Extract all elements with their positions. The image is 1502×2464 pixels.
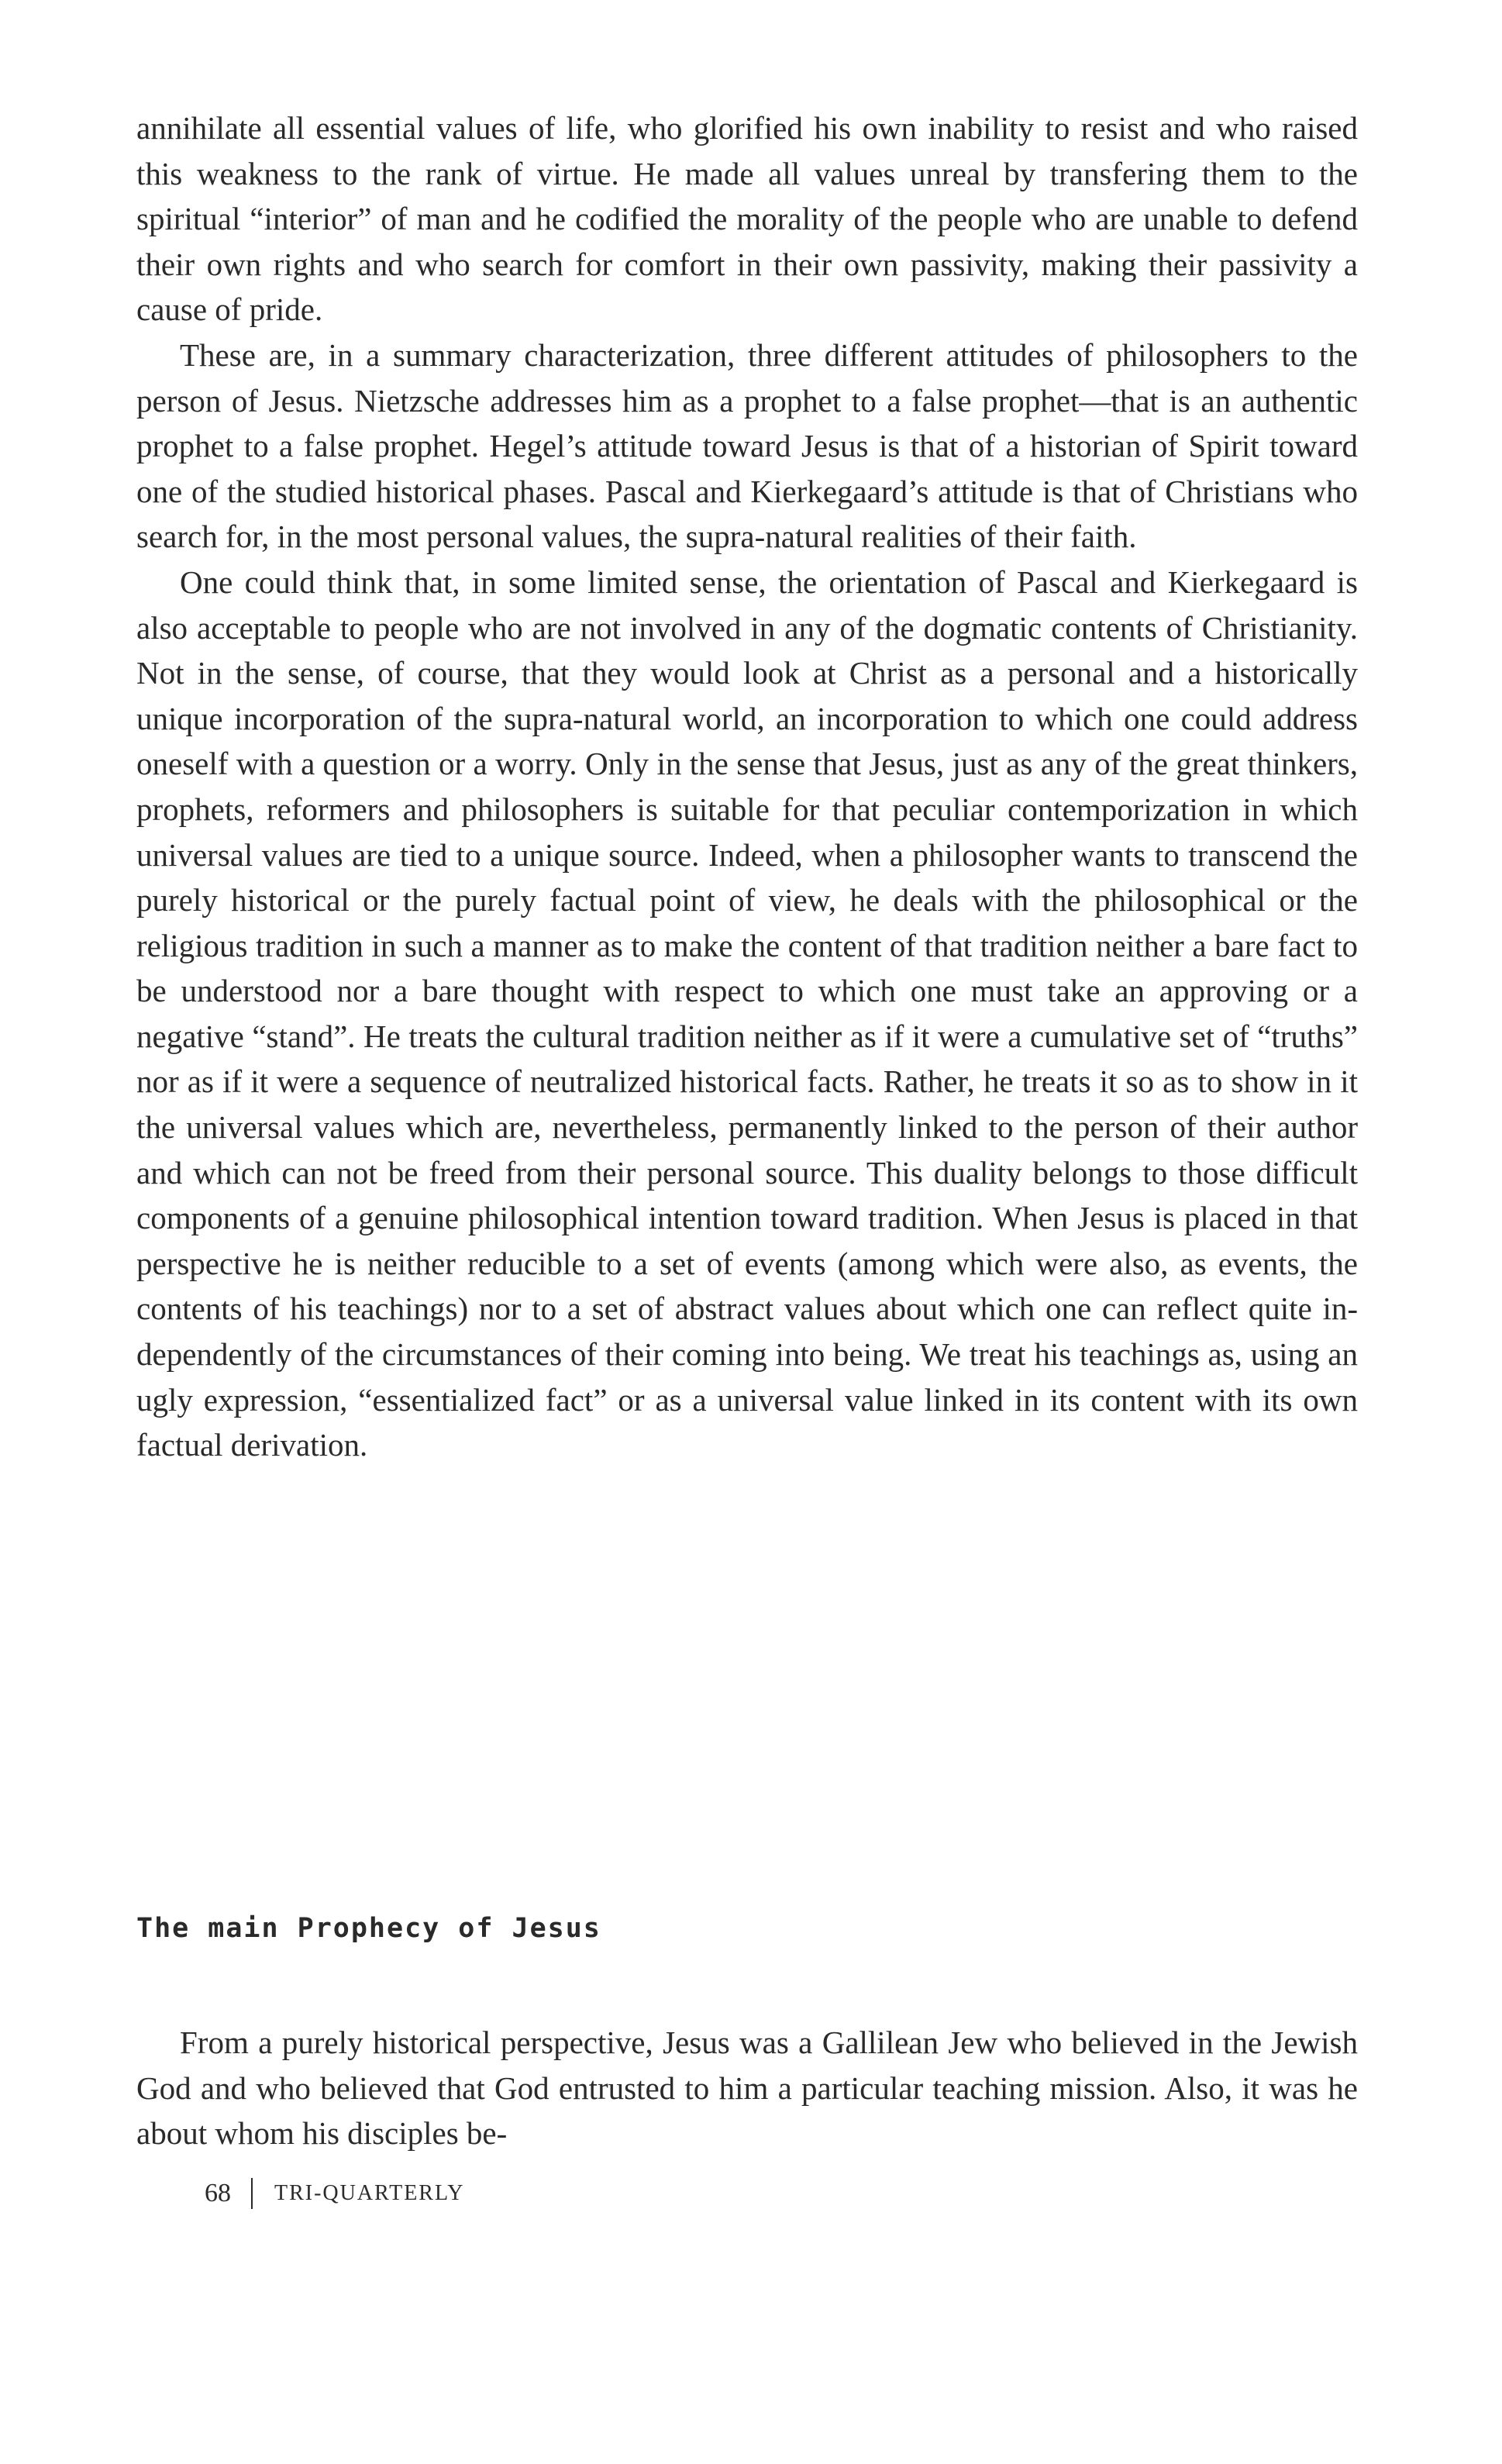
footer-separator: [251, 2178, 253, 2209]
paragraph: One could think that, in some limited sense, the orientation of Pascal and Kierkegaard is also acceptable to people who are not involved in any of the dogmatic contents of Christianity. Not in the sense, of course, that they would look at Christ as a personal and a historically unique incorporation of the supra-natural world, an incorporation to which one could address oneself with a question or a worry. Only in the sense that Jesus, just as any of the great thinkers, prophets, reformers and philosophers is suitable for that peculiar contemporization in which universal values are tied to a unique source. Indeed, when a philosopher wants to transcend the purely historical or the purely factual point of view, he deals with the philosophical or the religious tradition in such a manner as to make the content of that tradition neither a bare fact to be understood nor a bare thought with respect to which one must take an approving or a negative “stand”. He treats the cultural tradition neither as if it were a cumulative set of “truths” nor as if it were a sequence of neutralized historical facts. Rather, he treats it so as to show in it the universal values which are, nevertheless, permanently linked to the person of their author and which can not be freed from their personal source. This duality belongs to those difficult components of a genuine philosophical intention toward tradition. When Jesus is placed in that perspective he is neither reducible to a set of events (among which were also, as events, the contents of his teachings) nor to a set of abstract values about which one can reflect quite independently of the circumstances of their coming into being. We treat his teachings as, using an ugly expression, “essentialized fact” or as a universal value linked in its content with its own factual derivation.: [136, 563, 1358, 1463]
journal-name: TRI-QUARTERLY: [274, 2181, 465, 2205]
body-text-bottom: [136, 2020, 1358, 2156]
paragraph: These are, in a summary characterization, three different attitudes of philosophers to the person of Jesus. Nietzsche addresses him as a prophet to a false prophet—that is an authentic prophet to a false prophet. Hegel’s attitude toward Jesus is that of a historian of Spirit toward one of the studied historical phases. Pascal and Kierkegaard’s attitude is that of Christians who search for, in the most personal values, the supra-natural realities of their faith.: [136, 336, 1358, 555]
page-number: 68: [205, 2179, 231, 2207]
paragraph: From a purely historical perspective, Jesus was a Gallilean Jew who believed in the Jewish God and who believed that God entrusted to him a particular teaching mission. Also, it was he about whom his disciples be-: [136, 2025, 1358, 2152]
paragraph: annihilate all essential values of life, who glorified his own inability to resist and who raised this weakness to the rank of virtue. He made all values unreal by transfering them to the spiritual “interior” of man and he codified the morality of the people who are unable to defend their own rights and who search for comfort in their own passivity, making their passivity a cause of pride.: [136, 110, 1358, 328]
body-text-top: [136, 105, 1358, 1468]
page-footer: [205, 2178, 465, 2209]
section-heading: The main Prophecy of Jesus: [136, 1913, 601, 1944]
